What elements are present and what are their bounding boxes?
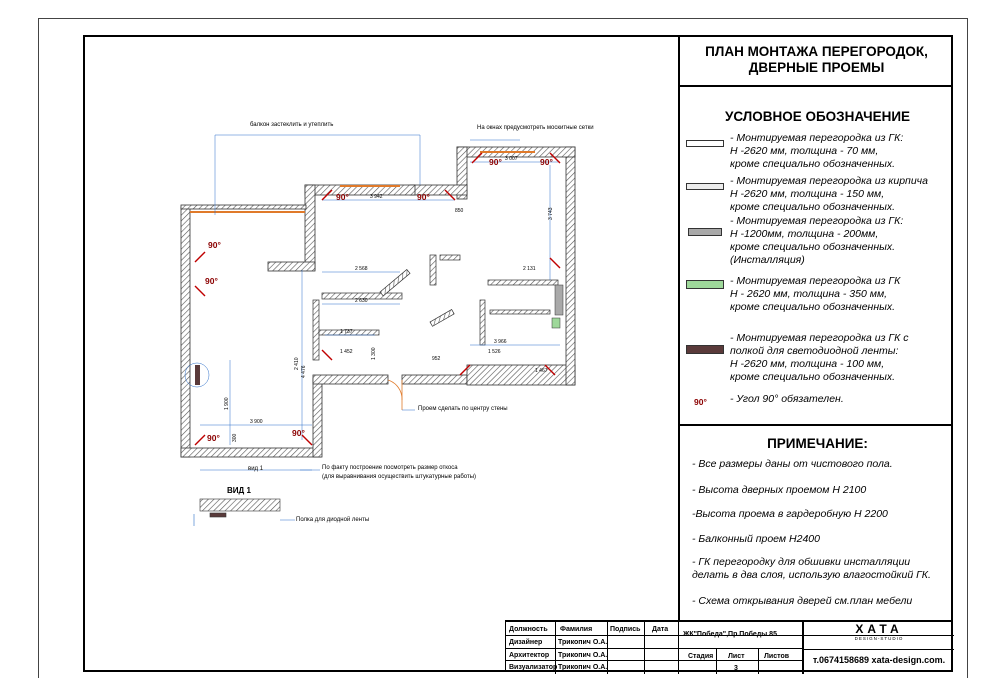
installation-block [555,285,563,315]
door-swings [388,380,402,410]
angle-90-mark: 90° [417,192,430,202]
svg-text:3 900: 3 900 [250,419,263,425]
legend-item-brick: - Монтируемая перегородка из кирпича Н -2620 мм, толщина - 150 мм, кроме специально обозначенных. [730,175,928,213]
stamp-role: Архитектор [509,652,550,659]
legend-item-led: - Монтируемая перегородка из ГК с полкой для светодиодной ленты: Н -2620 мм, толщина - 100 мм, кроме специально обозначенных. [730,332,909,383]
shelf-note: Полка для диодной ленты [296,517,370,523]
stamp-header-date: Дата [652,626,669,633]
stamp-role: Визуализатор [509,664,558,671]
legend-item-gk350: - Монтируемая перегородка из ГК Н - 2620 мм, толщина - 350 мм, кроме специально обозначенных. [730,275,901,313]
svg-text:2 568: 2 568 [355,266,368,272]
svg-text:3 007: 3 007 [505,156,518,162]
stamp-project: ЖК"Победа",Пр.Победы 85 [683,631,777,638]
note-item: - ГК перегородку для обшивки инсталляции делать в два слоя, использую влагостойкий ГК. [692,556,931,581]
sheet-title-line-1: ПЛАН МОНТАЖА ПЕРЕГОРОДОК, [705,44,928,59]
stamp-role: Дизайнер [509,639,543,646]
sheet-title [678,35,953,87]
stamp-header-name: Фамилия [560,626,593,633]
svg-text:3 966: 3 966 [494,339,507,345]
angle-90-mark: 90° [205,276,218,286]
legend-swatch-gk350 [686,280,724,289]
svg-text:850: 850 [455,208,464,214]
svg-text:2 131: 2 131 [523,266,536,272]
legend-panel [678,87,953,426]
note-item: - Схема открывания дверей см.план мебели [692,595,913,607]
led-shelf-mark [195,365,200,385]
svg-text:1 900: 1 900 [224,397,230,410]
svg-text:1 467: 1 467 [535,368,548,374]
legend-swatch-led [686,345,724,354]
svg-text:952: 952 [432,356,441,362]
studio-contact: т.0674158689 xata-design.com. [812,655,946,665]
angle-90-mark: 90° [336,192,349,202]
legend-swatch-installation [688,228,722,236]
stamp-stage-label: Стадия [688,653,714,660]
windows [190,152,535,212]
angle-90-mark: 90° [489,157,502,167]
svg-text:1 526: 1 526 [488,349,501,355]
stamp-sheets-label: Листов [764,653,790,660]
angle-90-mark: 90° [292,428,305,438]
slope-note-2: (для выравнивания осуществить штукатурные работы) [322,474,477,480]
stamp-person: Трикопич О.А. [558,652,608,659]
note-item: - Балконный проем Н2400 [692,533,820,545]
view-1-label: вид 1 [248,466,264,472]
stamp-header-signature: Подпись [610,626,641,633]
svg-text:300: 300 [232,433,238,442]
interior-partitions [313,255,558,360]
legend-item-installation: - Монтируемая перегородка из ГК: Н -1200мм, толщина - 200мм, кроме специально обозначенных. (Инсталляция) [730,215,904,266]
stamp-person: Трикопич О.А. [558,664,608,671]
svg-text:2 410: 2 410 [294,357,300,370]
legend-swatch-gk70 [686,140,724,147]
svg-text:1 452: 1 452 [340,349,353,355]
sheet-title-line-2: ДВЕРНЫЕ ПРОЕМЫ [748,60,885,75]
svg-text:2 630: 2 630 [355,298,368,304]
legend-item-gk70: - Монтируемая перегородка из ГК: Н -2620 мм, толщина - 70 мм, кроме специально обозначенных. [730,132,904,170]
green-partition [552,318,560,328]
note-item: - Высота дверных проемом Н 2100 [692,484,867,496]
view-1-elevation [194,499,280,526]
center-opening-note: Проем сделать по центру стены [418,406,508,412]
stamp-block [505,620,953,672]
view-1-title: ВИД 1 [227,486,251,495]
stamp-person: Трикопич О.А. [558,639,608,646]
balcony-note: балкон застеклить и утеплить [250,122,334,128]
stamp-header-position: Должность [509,626,548,633]
note-item: - Все размеры даны от чистового пола. [692,458,893,470]
svg-text:3 743: 3 743 [548,207,554,220]
legend-heading: УСЛОВНОЕ ОБОЗНАЧЕНИЕ [724,109,911,124]
notes-panel [678,426,953,620]
mosquito-note: На окнах предусмотреть москитные сетки [477,125,594,131]
legend-item-angle: - Угол 90° обязателен. [730,393,844,405]
stamp-sheet-number: 3 [734,665,738,672]
legend-swatch-brick [686,183,724,190]
note-item: -Высота проема в гардеробную Н 2200 [692,508,888,520]
angle-90-mark: 90° [207,433,220,443]
svg-text:4 476: 4 476 [301,365,307,378]
svg-text:1 737: 1 737 [340,329,353,335]
legend-angle-symbol: 90° [694,397,707,407]
stamp-sheet-label: Лист [728,653,745,660]
svg-text:3 942: 3 942 [370,194,383,200]
angle-90-mark: 90° [540,157,553,167]
studio-logo-subtitle: DESIGN-STUDIO [854,636,904,641]
notes-heading: ПРИМЕЧАНИЕ: [767,436,868,451]
studio-logo: ХАТА [855,622,903,636]
angle-90-mark: 90° [208,240,221,250]
svg-text:1 300: 1 300 [371,347,377,360]
slope-note: По факту построение посмотреть размер откоса [322,465,458,471]
